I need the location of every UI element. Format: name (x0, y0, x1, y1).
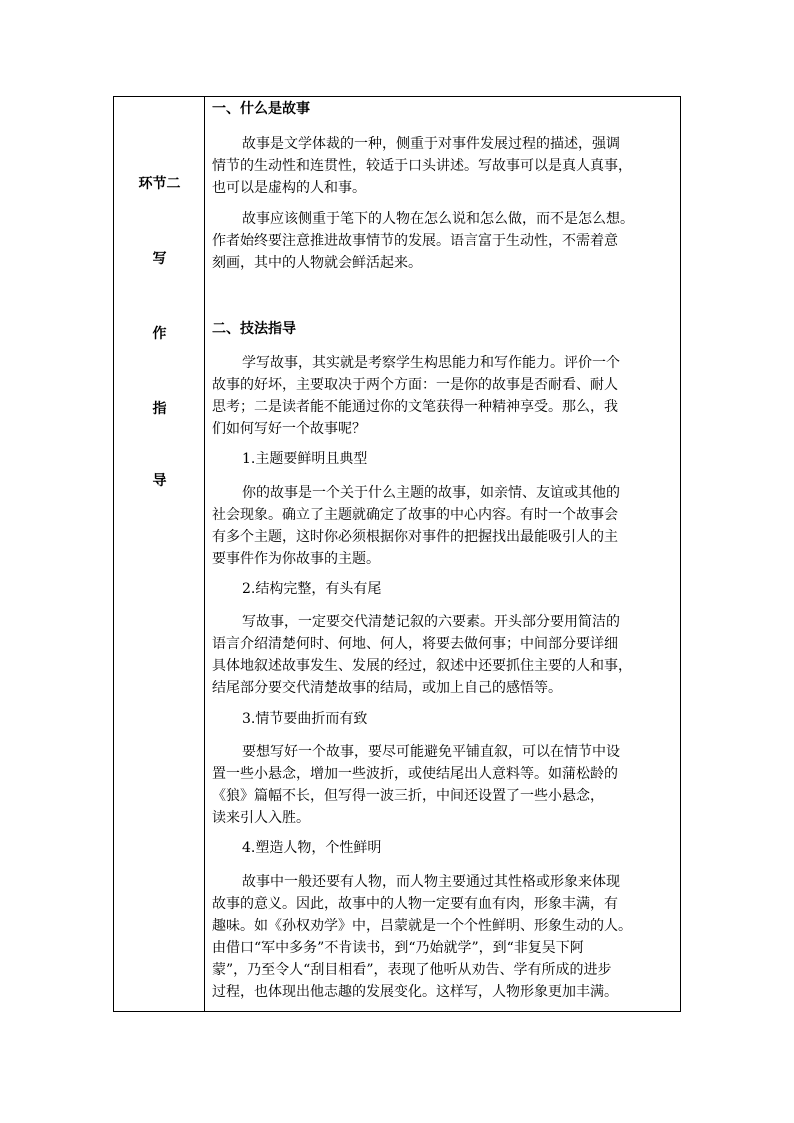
para-line: 故事的好坏，主要取决于两个方面：一是你的故事是否耐看、耐人 (212, 377, 618, 393)
stage-char-4: 导 (152, 473, 167, 489)
para-line: 故事是文学体裁的一种，侧重于对事件发展过程的描述，强调 (242, 136, 620, 152)
para-line: 作者始终要注意推进故事情节的发展。语言富于生动性，不需着意 (212, 233, 618, 249)
point-title: 1.主题要鲜明且典型 (242, 451, 368, 467)
stage-char-2: 作 (152, 326, 167, 342)
para-line: 你的故事是一个关于什么主题的故事，如亲情、友谊或其他的 (242, 485, 620, 501)
content-cell (206, 97, 680, 1011)
section1-heading: 一、什么是故事 (212, 101, 310, 117)
para-line: 思考；二是读者能不能通过你的文笔获得一种精神享受。那么，我 (212, 399, 618, 415)
stage-char-1: 写 (152, 251, 167, 267)
para-line: 情节的生动性和连贯性，较适于口头讲述。写故事可以是真人真事， (212, 158, 632, 174)
point-title: 2.结构完整，有头有尾 (242, 581, 382, 597)
para-line: 趣味。如《孙权劝学》中，吕蒙就是一个个性鲜明、形象生动的人。 (212, 918, 632, 934)
para-line: 故事的意义。因此，故事中的人物一定要有血有肉，形象丰满，有 (212, 896, 618, 912)
point-title: 4.塑造人物，个性鲜明 (242, 840, 382, 856)
para-line: 有多个主题，这时你必须根据你对事件的把握找出最能吸引人的主 (212, 529, 618, 545)
para-line: 也可以是虚构的人和事。 (212, 180, 366, 196)
para-line: 社会现象。确立了主题就确定了故事的中心内容。有时一个故事会 (212, 507, 618, 523)
lesson-table (113, 96, 681, 1012)
para-line: 置一些小悬念，增加一些波折，或使结尾出人意料等。如蒲松龄的 (212, 766, 618, 782)
para-line: 由借口“军中多务”不肯读书，到“乃始就学”，到“非复吴下阿 (212, 940, 584, 956)
para-line: 《狼》篇幅不长，但写得一波三折，中间还设置了一些小悬念， (212, 788, 604, 804)
para-line: 故事中一般还要有人物，而人物主要通过其性格或形象来体现 (242, 874, 620, 890)
para-line: 读来引人入胜。 (212, 810, 310, 826)
para-line: 蒙”，乃至令人“刮目相看”，表现了他听从劝告、学有所成的进步 (212, 962, 612, 978)
para-line: 要事件作为你故事的主题。 (212, 551, 380, 567)
para-line: 学写故事，其实就是考察学生构思能力和写作能力。评价一个 (242, 355, 620, 371)
para-line: 写故事，一定要交代清楚记叙的六要素。开头部分要用简洁的 (242, 614, 620, 630)
stage-char-3: 指 (152, 401, 167, 417)
stage-column (114, 97, 205, 1011)
section2-heading: 二、技法指导 (212, 321, 296, 337)
para-line: 语言介绍清楚何时、何地、何人，将要去做何事；中间部分要详细 (212, 636, 618, 652)
stage-label: 环节二 (138, 176, 181, 192)
point-title: 3.情节要曲折而有致 (242, 711, 368, 727)
para-line: 故事应该侧重于笔下的人物在怎么说和怎么做，而不是怎么想。 (242, 211, 634, 227)
para-line: 具体地叙述故事发生、发展的经过，叙述中还要抓住主要的人和事， (212, 658, 632, 674)
para-line: 过程，也体现出他志趣的发展变化。这样写，人物形象更加丰满。 (212, 984, 618, 1000)
para-line: 要想写好一个故事，要尽可能避免平铺直叙，可以在情节中设 (242, 744, 620, 760)
para-line: 们如何写好一个故事呢？ (212, 421, 366, 437)
para-line: 刻画，其中的人物就会鲜活起来。 (212, 255, 422, 271)
para-line: 结尾部分要交代清楚故事的结局，或加上自己的感悟等。 (212, 680, 562, 696)
